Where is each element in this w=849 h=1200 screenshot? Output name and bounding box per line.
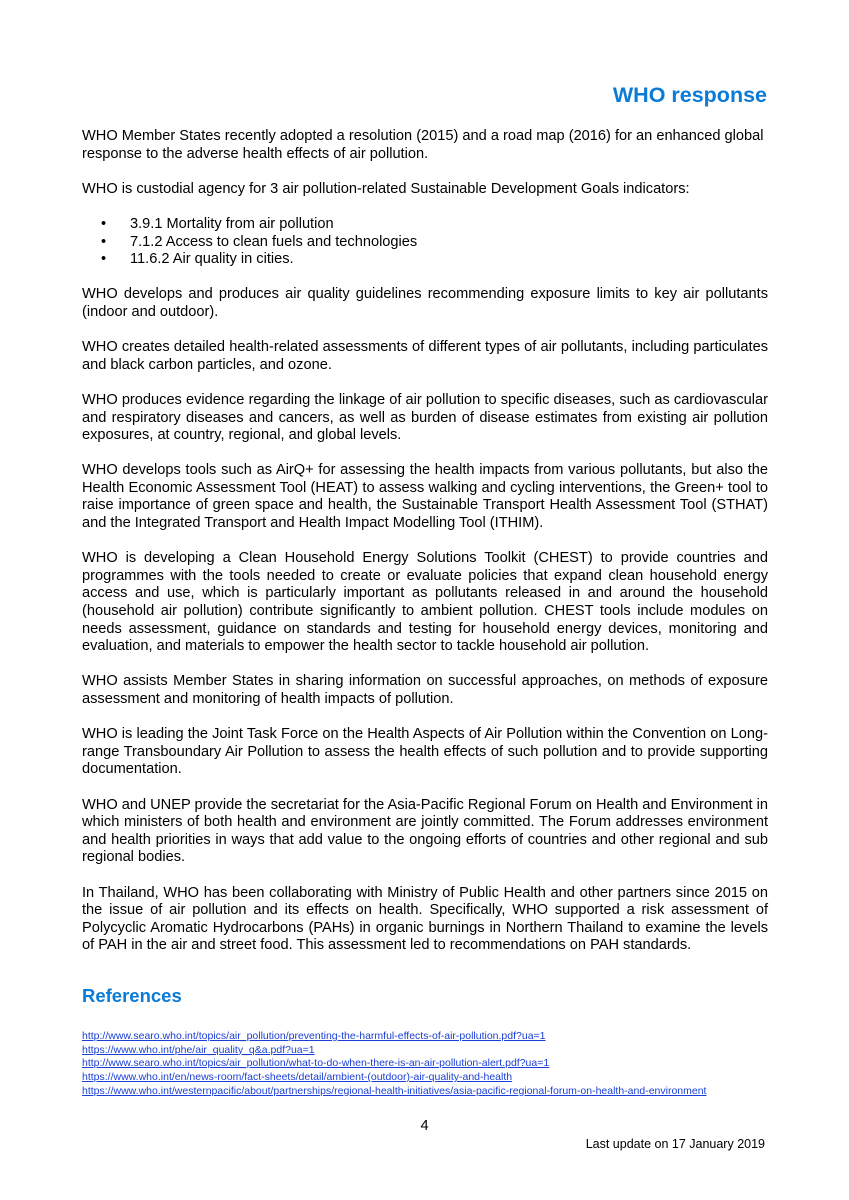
paragraph-evidence: WHO produces evidence regarding the linkage of air pollution to specific diseases, such as cardiovascular and respiratory diseases and cancers, as well as burden of disease estimates from existing air pollution exposures, at country, regional, and global levels. [82, 391, 768, 444]
paragraph-assessments: WHO creates detailed health-related assessments of different types of air pollutants, including particulates and black carbon particles, and ozone. [82, 339, 768, 373]
paragraph-tools: WHO develops tools such as AirQ+ for assessing the health impacts from various pollutants, but also the Health Economic Assessment Tool (HEAT) to assess walking and cycling interventions, the Green+ tool to raise importance of green space and health, the Sustainable Transport Health Assessment Tool (STHAT) and the Integrated Transport and Health Impact Modelling Tool (ITHIM). [82, 462, 768, 532]
paragraph-custodial: WHO is custodial agency for 3 air pollution-related Sustainable Development Goals indicators: [82, 180, 690, 197]
page-number: 4 [420, 1118, 429, 1134]
paragraph-guidelines: WHO develops and produces air quality guidelines recommending exposure limits to key air pollutants (indoor and outdoor). [82, 286, 768, 320]
last-update: Last update on 17 January 2019 [585, 1137, 765, 1151]
list-item: • 7.1.2 Access to clean fuels and technologies [130, 234, 768, 252]
paragraph-task-force: WHO is leading the Joint Task Force on the Health Aspects of Air Pollution within the Convention on Long-range Transboundary Air Pollution to assess the health effects of such pollution and to provide supporting documentation. [82, 726, 768, 778]
sdg-indicator-list [82, 216, 768, 269]
reference-link[interactable]: https://www.who.int/phe/air_quality_q&a.pdf?ua=1 [82, 1043, 315, 1056]
paragraph-member-states: WHO assists Member States in sharing information on successful approaches, on methods of exposure assessment and monitoring of health impacts of pollution. [82, 673, 768, 707]
references-heading: References [82, 985, 182, 1006]
references-list [82, 1030, 782, 1099]
list-item: • 3.9.1 Mortality from air pollution [130, 216, 768, 234]
reference-link[interactable]: http://www.searo.who.int/topics/air_pollution/what-to-do-when-there-is-an-air-pollution-alert.pdf?ua=1 [82, 1057, 550, 1070]
page-heading: WHO response [612, 83, 767, 107]
paragraph-thailand: In Thailand, WHO has been collaborating with Ministry of Public Health and other partners since 2015 on the issue of air pollution and its effects on health. Specifically, WHO supported a risk assessment of Polycyclic Aromatic Hydrocarbons (PAHs) in organic burnings in Northern Thailand to examine the levels of PAH in the air and street food. This assessment led to recommendations on PAH standards. [82, 884, 768, 954]
list-item: • 11.6.2 Air quality in cities. [130, 251, 768, 269]
reference-link[interactable]: http://www.searo.who.int/topics/air_pollution/preventing-the-harmful-effects-of-air-pollution.pdf?ua=1 [82, 1030, 546, 1042]
body-content [82, 128, 768, 973]
paragraph-chest: WHO is developing a Clean Household Energy Solutions Toolkit (CHEST) to provide countries and programmes with the tools needed to create or evaluate policies that expand clean household energy access and use, which is particularly important as pollutants released in and around the household (household air pollution) contribute significantly to ambient pollution. CHEST tools include modules on needs assessment, guidance on standards and testing for household energy devices, monitoring and evaluation, and materials to empower the health sector to tackle household air pollution. [82, 550, 768, 655]
paragraph-unep: WHO and UNEP provide the secretariat for the Asia-Pacific Regional Forum on Health and Environment in which ministers of both health and environment are jointly committed. The Forum addresses environment and health priorities in ways that add value to the ongoing efforts of countries and other regional and sub regional bodies. [82, 796, 768, 866]
reference-link[interactable]: https://www.who.int/en/news-room/fact-sheets/detail/ambient-(outdoor)-air-quality-and-health [82, 1071, 513, 1084]
reference-link[interactable]: https://www.who.int/westernpacific/about/partnerships/regional-health-initiatives/asia-pacific-regional-forum-on-health-and-environment [82, 1084, 707, 1097]
paragraph-resolution: WHO Member States recently adopted a resolution (2015) and a road map (2016) for an enhanced global response to the adverse health effects of air pollution. [82, 128, 764, 162]
